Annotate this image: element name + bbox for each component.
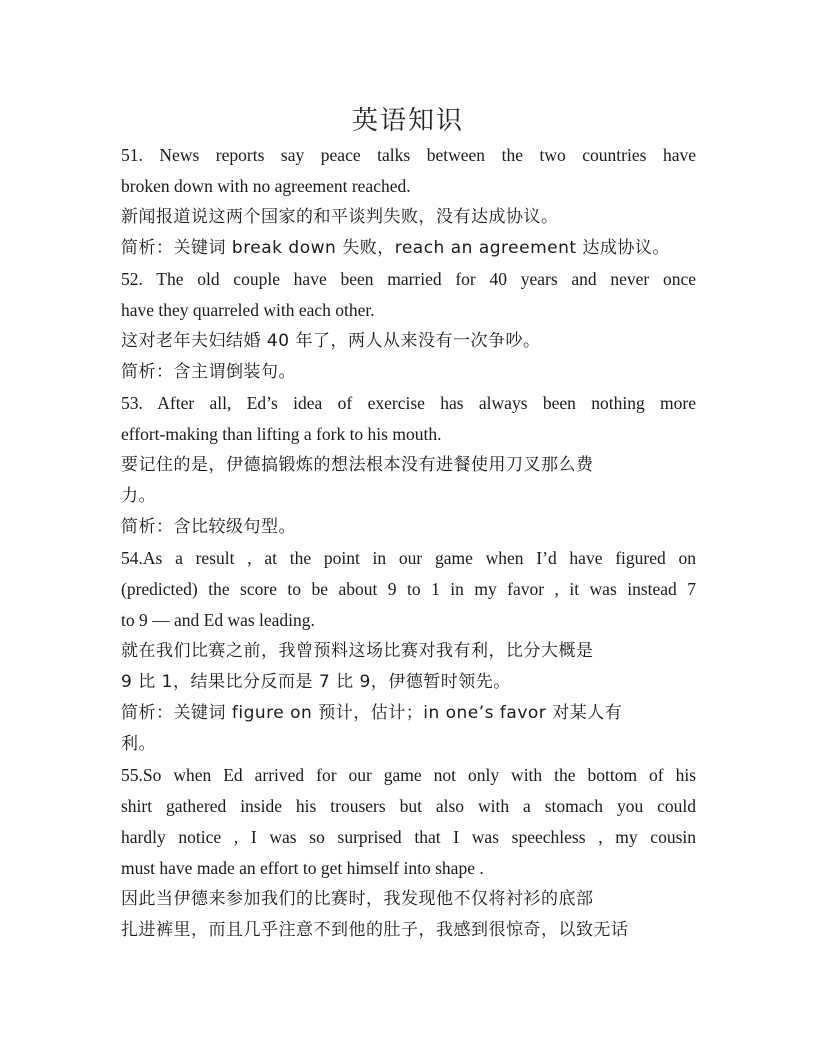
text-line: 54.As a result , at the point in our game when I’d have figured on [121,548,696,568]
text-line: 利。 [121,734,156,754]
text-line: 这对老年夫妇结婚 40 年了，两人从来没有一次争吵。 [121,331,541,351]
text-line: 9 比 1，结果比分反而是 7 比 9，伊德暂时领先。 [121,672,511,692]
text-line: 55.So when Ed arrived for our game not only with the bottom of his [121,765,696,785]
text-line: (predicted) the score to be about 9 to 1 in my favor , it was instead 7 [121,579,696,599]
text-line: 简析：关键词 figure on 预计，估计；in one’s favor 对某人有 [121,703,623,723]
text-line: must have made an effort to get himself into shape . [121,858,484,878]
text-line: 51. News reports say peace talks between the two countries have [121,145,696,165]
text-line: hardly notice , I was so surprised that I was speechless , my cousin [121,827,696,847]
text-line: 力。 [121,486,156,506]
text-line: 扎进裤里，而且几乎注意不到他的肚子，我感到很惊奇，以致无话 [121,920,629,940]
text-line: to 9 — and Ed was leading. [121,610,315,630]
text-line: effort-making than lifting a fork to his mouth. [121,424,442,444]
text-line: 简析：含比较级句型。 [121,517,296,537]
text-line: 新闻报道说这两个国家的和平谈判失败，没有达成协议。 [121,207,559,227]
text-line: 简析：关键词 break down 失败，reach an agreement 达成协议。 [121,238,670,258]
text-line: 就在我们比赛之前，我曾预料这场比赛对我有利，比分大概是 [121,641,594,661]
text-line: 要记住的是，伊德搞锻炼的想法根本没有进餐使用刀叉那么费 [121,455,594,475]
text-line: shirt gathered inside his trousers but also with a stomach you could [121,796,696,816]
text-line: have they quarreled with each other. [121,300,375,320]
text-line: 52. The old couple have been married for 40 years and never once [121,269,696,289]
text-line: broken down with no agreement reached. [121,176,411,196]
document-title: 英语知识 [351,106,464,136]
text-line: 因此当伊德来参加我们的比赛时，我发现他不仅将衬衫的底部 [121,889,594,909]
text-line: 53. After all, Ed’s idea of exercise has always been nothing more [121,393,696,413]
text-line: 简析：含主谓倒装句。 [121,362,296,382]
